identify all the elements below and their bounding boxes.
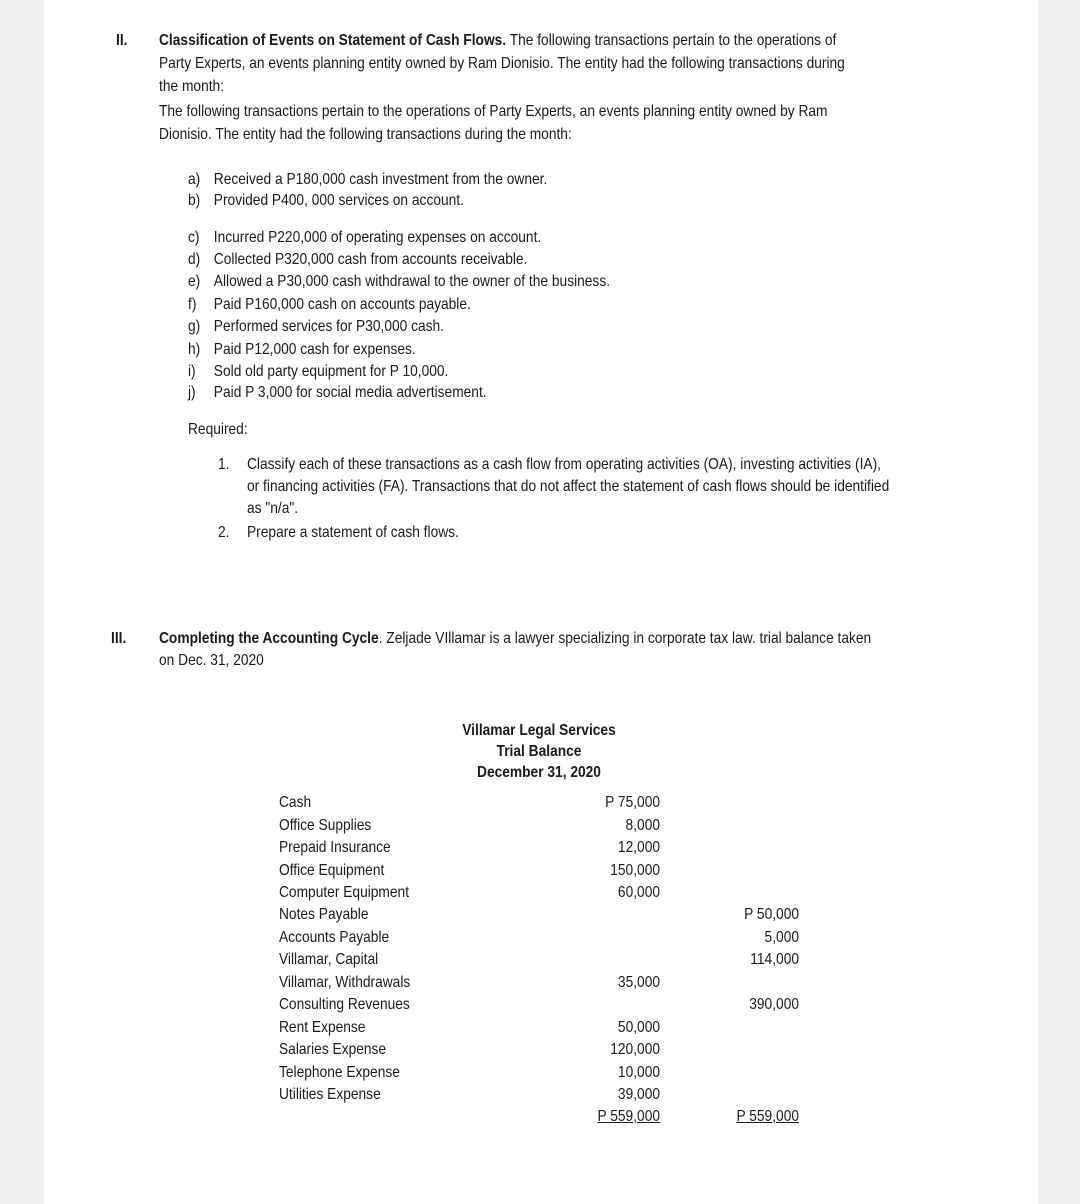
debit-amount: 50,000 <box>617 1019 660 1036</box>
debit-amount: 60,000 <box>617 884 660 901</box>
debit-amount: 10,000 <box>617 1064 660 1081</box>
debit-amount: 39,000 <box>617 1086 660 1103</box>
transaction-item: g) Performed services for P30,000 cash. <box>188 318 445 335</box>
section-2-repeat-line-1: The following transactions pertain to the operations of Party Experts, an events planning entity owned by Ram <box>159 103 828 120</box>
trial-balance-date: December 31, 2020 <box>477 764 601 781</box>
transaction-item: e) Allowed a P30,000 cash withdrawal to the owner of the business. <box>188 273 611 290</box>
transaction-item: i) Sold old party equipment for P 10,000. <box>188 363 449 380</box>
transaction-item: h) Paid P12,000 cash for expenses. <box>188 341 416 358</box>
section-2-intro-line-1: The following transactions pertain to the operations of <box>509 32 837 49</box>
section-2-title: Classification of Events on Statement of Cash Flows. <box>159 32 507 49</box>
total-debit: P 559,000 <box>597 1108 660 1125</box>
debit-amount: 8,000 <box>625 817 660 834</box>
requirement-1-line-1: Classify each of these transactions as a cash flow from operating activities (OA), investing activities (IA), <box>247 456 881 473</box>
debit-amount: 35,000 <box>617 974 660 991</box>
account-name: Office Supplies <box>279 817 372 834</box>
section-2-repeat-line-2: Dionisio. The entity had the following transactions during the month: <box>159 126 572 143</box>
transaction-item: c) Incurred P220,000 of operating expenses on account. <box>188 229 542 246</box>
transaction-item: b) Provided P400, 000 services on account. <box>188 192 464 209</box>
transaction-item: a) Received a P180,000 cash investment from the owner. <box>188 171 548 188</box>
requirement-1-line-2: or financing activities (FA). Transactions that do not affect the statement of cash flows should be identified <box>247 478 890 495</box>
transaction-item: f) Paid P160,000 cash on accounts payable. <box>188 296 471 313</box>
account-name: Telephone Expense <box>279 1064 400 1081</box>
credit-amount: 5,000 <box>764 929 799 946</box>
requirement-2-text: Prepare a statement of cash flows. <box>247 524 459 541</box>
account-name: Computer Equipment <box>279 884 410 901</box>
section-2-heading-line <box>159 30 836 52</box>
debit-amount: P 75,000 <box>605 794 660 811</box>
section-3-heading-line <box>159 628 871 650</box>
trial-balance-company: Villamar Legal Services <box>462 722 616 739</box>
account-name: Villamar, Capital <box>279 951 379 968</box>
account-name: Prepaid Insurance <box>279 839 391 856</box>
debit-amount: 12,000 <box>617 839 660 856</box>
total-credit: P 559,000 <box>736 1108 799 1125</box>
account-name: Salaries Expense <box>279 1041 387 1058</box>
debit-amount: 120,000 <box>610 1041 660 1058</box>
account-name: Villamar, Withdrawals <box>279 974 411 991</box>
requirement-1-number: 1. <box>218 456 230 473</box>
section-3-intro: . Zeljade VIllamar is a lawyer specializing in corporate tax law. trial balance taken <box>378 630 872 647</box>
debit-amount: 150,000 <box>610 862 660 879</box>
section-3-intro-line-2: on Dec. 31, 2020 <box>159 652 264 669</box>
account-name: Rent Expense <box>279 1019 366 1036</box>
account-name: Accounts Payable <box>279 929 390 946</box>
credit-amount: P 50,000 <box>744 906 799 923</box>
account-name: Cash <box>279 794 312 811</box>
transaction-item: j) Paid P 3,000 for social media advertisement. <box>188 384 487 401</box>
transaction-item: d) Collected P320,000 cash from accounts receivable. <box>188 251 528 268</box>
account-name: Utilities Expense <box>279 1086 381 1103</box>
account-name: Notes Payable <box>279 906 369 923</box>
credit-amount: 114,000 <box>750 951 799 968</box>
section-3-numeral: III. <box>111 630 127 647</box>
account-name: Consulting Revenues <box>279 996 410 1013</box>
credit-amount: 390,000 <box>749 996 799 1013</box>
requirement-1-line-3: as "n/a". <box>247 500 299 517</box>
section-2-numeral: II. <box>116 32 128 49</box>
trial-balance-title: Trial Balance <box>496 743 582 760</box>
required-label: Required: <box>188 421 248 438</box>
document-page <box>44 0 1038 1204</box>
requirement-2-number: 2. <box>218 524 230 541</box>
section-2-intro-line-3: the month: <box>159 78 225 95</box>
section-3-title: Completing the Accounting Cycle <box>159 630 379 647</box>
section-2-intro-line-2: Party Experts, an events planning entity owned by Ram Dionisio. The entity had the following transactions during <box>159 55 845 72</box>
account-name: Office Equipment <box>279 862 385 879</box>
